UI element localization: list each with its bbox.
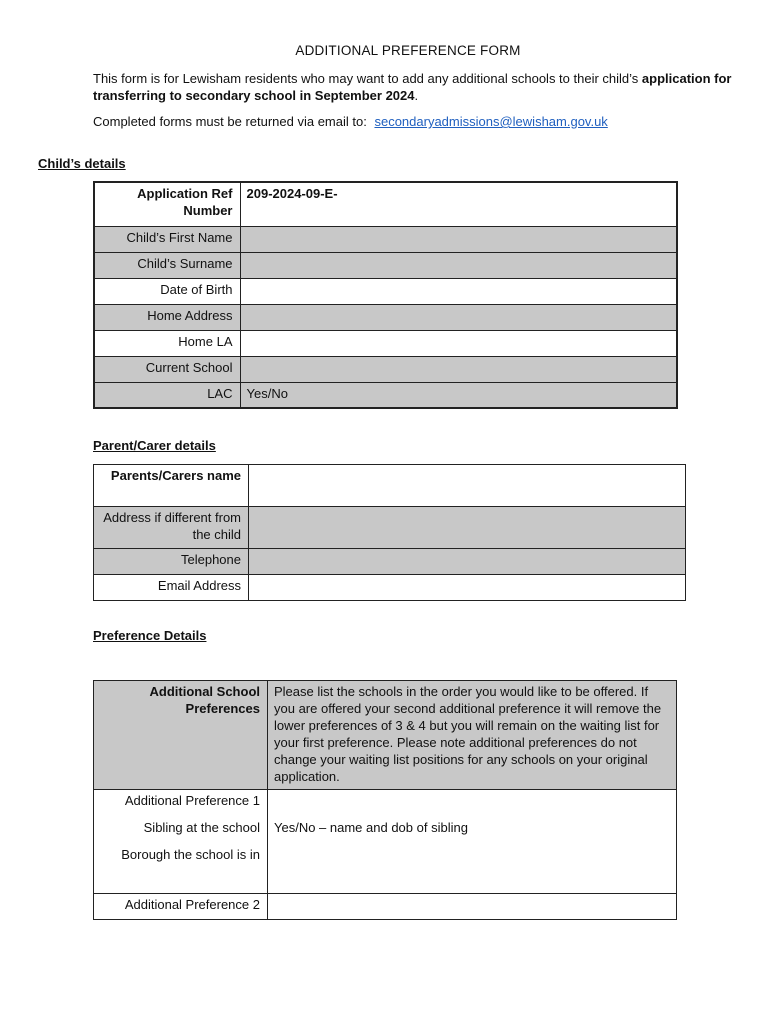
dob-field[interactable] (240, 278, 677, 304)
telephone-row (94, 549, 686, 575)
lac-label: LAC (94, 382, 240, 408)
intro-end: . (414, 88, 419, 103)
childs-details-heading: Child’s details (38, 156, 126, 171)
email-row (94, 575, 686, 601)
preference-1-field[interactable] (268, 790, 677, 894)
borough-label: Borough the school is in (121, 847, 260, 862)
parent-name-field[interactable] (249, 465, 686, 507)
childs-details-table (93, 181, 678, 409)
dob-label: Date of Birth (94, 278, 240, 304)
home-la-field[interactable] (240, 330, 677, 356)
form-title: ADDITIONAL PREFERENCE FORM (295, 43, 521, 58)
preference-instructions: Please list the schools in the order you would like to be offered. If you are offered your second additional preference it will remove the lower preferences of 3 & 4 but you will remain on the waiting list for your first preference. Please note additional preferences do not change your waiting list positions for any schools on your original application. (268, 681, 677, 790)
surname-label: Child’s Surname (94, 252, 240, 278)
home-address-field[interactable] (240, 304, 677, 330)
lac-row (94, 382, 677, 408)
return-text: Completed forms must be returned via email to: (93, 114, 367, 129)
preference-1-labels (94, 790, 268, 894)
current-school-row (94, 356, 677, 382)
first-name-row (94, 226, 677, 252)
preference-2-row (94, 894, 677, 920)
home-la-row (94, 330, 677, 356)
preference-table (93, 680, 677, 920)
home-la-label: Home LA (94, 330, 240, 356)
preference-header-label: Additional School Preferences (94, 681, 268, 790)
preference-1-row (94, 790, 677, 894)
preference-1-label: Additional Preference 1 (124, 793, 260, 808)
return-instructions (93, 114, 608, 129)
sibling-label: Sibling at the school (143, 820, 260, 835)
dob-row (94, 278, 677, 304)
app-ref-value[interactable]: 209-2024-09-E- (240, 182, 677, 226)
parent-name-row (94, 465, 686, 507)
telephone-label: Telephone (94, 549, 249, 575)
intro-paragraph (93, 70, 733, 104)
current-school-label: Current School (94, 356, 240, 382)
intro-bold-text: application for transferring to secondary school in September 2024 (93, 71, 732, 103)
first-name-field[interactable] (240, 226, 677, 252)
app-ref-row (94, 182, 677, 226)
app-ref-label: Application Ref Number (94, 182, 240, 226)
email-link[interactable]: secondaryadmissions@lewisham.gov.uk (374, 114, 608, 129)
home-address-label: Home Address (94, 304, 240, 330)
parent-name-label: Parents/Carers name (94, 465, 249, 507)
surname-field[interactable] (240, 252, 677, 278)
lac-field[interactable]: Yes/No (240, 382, 677, 408)
preference-details-heading: Preference Details (93, 628, 207, 643)
home-address-row (94, 304, 677, 330)
sibling-value[interactable]: Yes/No – name and dob of sibling (274, 820, 468, 835)
parent-details-table (93, 464, 686, 601)
parent-address-row (94, 507, 686, 549)
intro-text: This form is for Lewisham residents who may want to add any additional schools to their child’s (93, 71, 639, 86)
telephone-field[interactable] (249, 549, 686, 575)
preference-2-label: Additional Preference 2 (94, 894, 268, 920)
first-name-label: Child’s First Name (94, 226, 240, 252)
email-field[interactable] (249, 575, 686, 601)
parent-address-field[interactable] (249, 507, 686, 549)
parent-details-heading: Parent/Carer details (93, 438, 216, 453)
email-label: Email Address (94, 575, 249, 601)
surname-row (94, 252, 677, 278)
current-school-field[interactable] (240, 356, 677, 382)
preference-header-row (94, 681, 677, 790)
preference-2-field[interactable] (268, 894, 677, 920)
parent-address-label: Address if different from the child (94, 507, 249, 549)
